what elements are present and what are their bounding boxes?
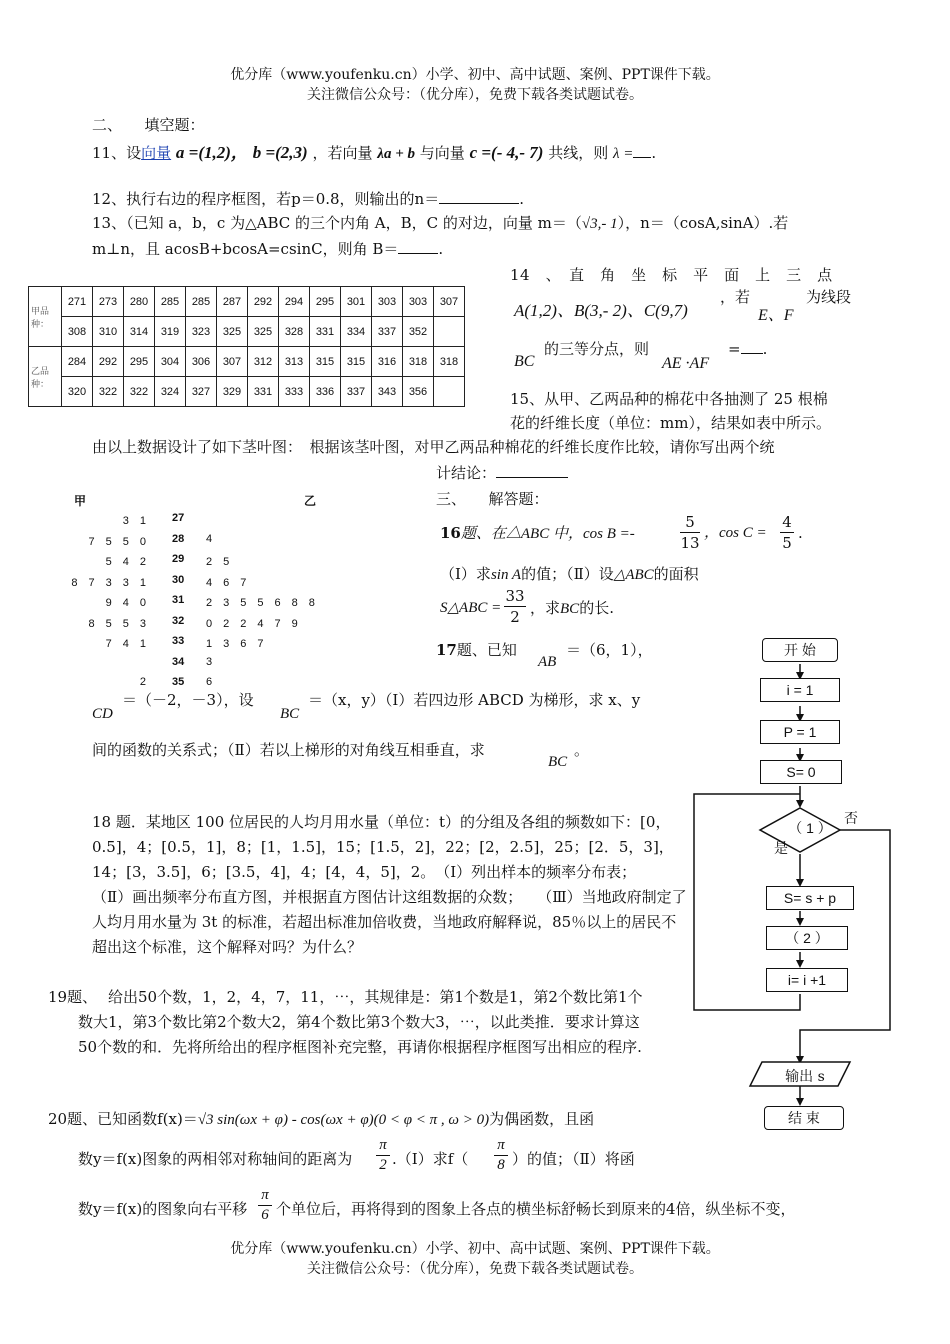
- table-cell: 285: [186, 287, 217, 317]
- q20-frac-pi6: [258, 1186, 272, 1225]
- q16-l3b: ，求: [530, 599, 561, 617]
- q12-text: 12、执行右边的程序框图，若p＝0.8，则输出的n＝: [92, 190, 440, 208]
- q20-pi-3: π: [258, 1186, 272, 1206]
- stem-row-stem: 32: [172, 614, 185, 627]
- section-2-title: 二、 填空题：: [92, 116, 205, 134]
- stem-row-left-leaves: 7 4 1: [105, 638, 146, 650]
- q20-frac-pi2: [376, 1136, 390, 1175]
- q17-t1: 题、已知: [456, 641, 517, 659]
- question-11: 11、设向量 a =(1,2)， b =(2,3) ，若向量 λa + b 与向量 c =(- 4,- 7) 共线，则 λ = .: [92, 143, 657, 162]
- stem-row-stem: 35: [172, 676, 185, 688]
- q11-end: 共线，则: [548, 144, 609, 162]
- q20-t2: 为偶函数，且函: [489, 1110, 595, 1128]
- question-19: [48, 985, 648, 1060]
- q16-line-3: [530, 596, 614, 621]
- q11-vector-link[interactable]: 向量: [141, 144, 172, 162]
- q11-mid: ，若向量: [312, 144, 373, 162]
- table-cell: 287: [217, 287, 248, 317]
- stem-row-left-leaves: 8 5 5 3: [88, 617, 146, 630]
- table-cell: 327: [186, 377, 217, 407]
- stem-row-right-leaves: 1 3 6 7: [206, 638, 264, 650]
- table-cell: 336: [310, 377, 341, 407]
- table-cell: 318: [403, 347, 434, 377]
- stem-row-left-leaves: 5 4 2: [105, 556, 146, 568]
- flow-step-2: （ 2 ）: [766, 926, 848, 950]
- stem-row-left-leaves: 9 4 0: [105, 597, 146, 609]
- q14-line-1: 14 、 直 角 坐 标 平 面 上 三 点: [510, 266, 833, 284]
- q17-num: 17: [436, 641, 457, 659]
- table-cell: 337: [341, 377, 372, 407]
- q16-frac-3: [504, 586, 526, 627]
- table-cell: 308: [62, 317, 93, 347]
- q20-pi-2: π: [494, 1136, 508, 1156]
- stem-row-right-leaves: 6: [206, 676, 213, 688]
- table-cell: 284: [62, 347, 93, 377]
- q11-combo: λa + b: [377, 146, 415, 162]
- q16-f2-num: 4: [780, 512, 794, 533]
- footer-line-2: 关注微信公众号：（优分库），免费下载各类试题试卷。: [307, 1261, 643, 1277]
- q17-end: 。: [574, 741, 590, 759]
- q12-answer-blank: [439, 203, 519, 204]
- q20-eight: 8: [497, 1157, 505, 1173]
- q15-line4: 计结论：: [436, 464, 497, 482]
- table-cell: 316: [372, 347, 403, 377]
- header-line-2: 关注微信公众号：（优分库），免费下载各类试题试卷。: [307, 87, 643, 103]
- flow-end: 结 束: [764, 1106, 844, 1130]
- q20-frac-pi8: [494, 1136, 508, 1175]
- table-cell: 303: [372, 287, 403, 317]
- stem-row-stem: 33: [172, 635, 185, 647]
- q14-ef-wrap: [758, 302, 794, 325]
- q20-line-1: [48, 1106, 594, 1133]
- table-cell: 333: [279, 377, 310, 407]
- stem-row-right-leaves: 0 2 2 4 7 9: [206, 617, 298, 630]
- q16-f3-den: 2: [510, 608, 520, 626]
- table-cell: 319: [155, 317, 186, 347]
- q11-vector-a: a =(1,2)，: [175, 143, 248, 162]
- table-cell: 310: [93, 317, 124, 347]
- q13-line1: 13、（已知 a，b，c 为△ABC 的三个内角 A，B，C 的对边，向量 m＝（: [92, 214, 582, 232]
- table-cell: 271: [62, 287, 93, 317]
- stem-row-stem: 31: [172, 594, 185, 606]
- q20-six: 6: [261, 1207, 269, 1223]
- q17-line-1a: [436, 638, 517, 662]
- table-cell: 322: [124, 377, 155, 407]
- table-cell: 325: [248, 317, 279, 347]
- q16-frac-1: [680, 512, 700, 553]
- table-cell: 315: [310, 347, 341, 377]
- table-cell: 285: [155, 287, 186, 317]
- q20-line-2c: ）的值；（Ⅱ）将函: [512, 1150, 635, 1168]
- table-cell-empty: [434, 377, 465, 407]
- flow-condition-1: （ 1 ）: [788, 820, 832, 836]
- table-cell: 312: [248, 347, 279, 377]
- table-cell: 331: [310, 317, 341, 347]
- stem-row-right-leaves: 2 5: [206, 556, 230, 568]
- q14-dot: AE ·AF: [662, 355, 710, 372]
- q20-line-3a: 数y＝f(x)的图象向右平移: [78, 1200, 248, 1218]
- fiber-length-table: [28, 286, 465, 407]
- q16-line-2: [440, 562, 699, 587]
- q15-line-4: [436, 460, 568, 486]
- question-13-line-1: [92, 210, 788, 237]
- table-cell: 295: [310, 287, 341, 317]
- q16-t3: .: [798, 524, 803, 542]
- q14-line-2: [514, 298, 688, 324]
- table-label-b: 乙品种：: [29, 347, 62, 407]
- stem-row-left-leaves: 3 1: [122, 515, 146, 527]
- q15-line-1: 15、从甲、乙两品种的棉花中各抽测了 25 根棉: [510, 390, 828, 408]
- stem-left-title: 甲: [74, 494, 87, 508]
- table-cell: 306: [186, 347, 217, 377]
- q16-frac-2: [780, 512, 794, 553]
- table-cell: 315: [341, 347, 372, 377]
- q20-t1: 20题、已知函数f(x)＝: [48, 1110, 198, 1128]
- q15-line-3: 由以上数据设计了如下茎叶图： 根据该茎叶图，对甲乙两品种棉花的纤维长度作比较，请你写出两个统: [92, 438, 775, 456]
- q16-f2-den: 5: [782, 534, 792, 552]
- table-cell: 295: [124, 347, 155, 377]
- q14-points: A(1,2)、B(3,- 2)、C(9,7): [514, 301, 688, 320]
- stem-row-right-leaves: 2 3 5 5 6 8 8: [206, 597, 315, 609]
- stem-row-stem: 28: [172, 532, 185, 545]
- question-13-line-2: [92, 236, 443, 262]
- q14-seg: 为线段: [806, 288, 852, 306]
- q14-bc-wrap: [514, 352, 534, 371]
- stem-right-title: 乙: [304, 494, 317, 508]
- table-cell: 273: [93, 287, 124, 317]
- table-cell: 303: [403, 287, 434, 317]
- stem-row-stem: 34: [172, 655, 185, 668]
- table-cell-empty: [434, 317, 465, 347]
- flow-increment: i= i +1: [766, 968, 848, 992]
- table-cell: 325: [217, 317, 248, 347]
- question-18: 18 题．某地区 100 位居民的人均月用水量（单位：t）的分组及各组的频数如下：[0，0.5]，4；[0.5，1]，8；[1，1.5]，15；[1.5，2]，22；[2，2.5]，25；[2．5，3]，14；[3，3.5]，6；[3.5，4]，4；[4，4，5]，2。 （Ⅰ）列出样本的频率分布表； （Ⅱ）画出频率分布直方图，并根据直方图估计这组数据的众数； （Ⅲ）当地政府制定了人均月用水量为 3t 的标准，若超出标准加倍收费，当地政府解释说，85％以上的居民不超出这个标准，这个解释对吗？为什么？: [92, 813, 687, 956]
- table-cell: 318: [434, 347, 465, 377]
- q16-t2: ，cos C =: [704, 525, 767, 541]
- q17-ab: AB: [538, 654, 557, 670]
- q15-answer-blank: [496, 477, 568, 478]
- table-cell: 320: [62, 377, 93, 407]
- table-cell: 292: [248, 287, 279, 317]
- q20-pi: π: [376, 1136, 390, 1156]
- q11-vector-c: c =(- 4,- 7): [469, 143, 544, 162]
- q16-tri: △ABC: [613, 567, 654, 583]
- q20-two: 2: [379, 1157, 387, 1173]
- table-cell: 301: [341, 287, 372, 317]
- q14-third: 的三等分点，则: [544, 340, 650, 358]
- q13-answer-blank: [398, 253, 438, 254]
- q16-num: 16: [440, 524, 461, 542]
- q16-l2a: （Ⅰ）求: [440, 565, 491, 583]
- flow-no-label: 否: [844, 811, 858, 827]
- q16-f3-num: 33: [505, 587, 525, 605]
- flow-start: 开 始: [762, 638, 838, 662]
- flow-yes-label: 是: [774, 841, 788, 857]
- q16-l2b: 的值；（Ⅱ）设: [521, 565, 614, 583]
- q11-vector-b: b =(2,3): [252, 143, 308, 162]
- q13-line1b: ），n＝（cosA,sinA）.若: [617, 214, 789, 232]
- q14-eq: =: [728, 340, 741, 358]
- table-cell: 329: [217, 377, 248, 407]
- q12-end: .: [519, 190, 524, 208]
- q11-mid2: 与向量: [419, 144, 465, 162]
- q14-dot-wrap: [662, 354, 709, 373]
- header-line-1: 优分库（www.youfenku.cn）小学、初中、高中试题、案例、PPT课件下载。: [230, 67, 720, 83]
- table-cell: 337: [372, 317, 403, 347]
- table-cell: 323: [186, 317, 217, 347]
- stem-row-stem: 29: [172, 553, 185, 565]
- q11-prefix: 11、设: [92, 144, 142, 162]
- q14-eq-wrap: = .: [728, 340, 768, 358]
- stem-row-left-leaves: 8 7 3 3 1: [71, 576, 146, 589]
- question-12: [92, 186, 524, 212]
- table-cell: 313: [279, 347, 310, 377]
- q11-lambda: λ =: [613, 146, 634, 162]
- stem-row-left-leaves: 7 5 5 0: [88, 535, 146, 548]
- q14-answer-blank: [741, 353, 763, 354]
- q17-bc2: BC: [548, 754, 568, 770]
- q16-l2c: 的面积: [653, 565, 699, 583]
- table-cell: 328: [279, 317, 310, 347]
- stem-row-right-leaves: 4 6 7: [206, 576, 247, 589]
- flow-output: 输出 s: [785, 1069, 825, 1085]
- q16-l3c: 的长.: [579, 599, 614, 617]
- q16-sinA: sin A: [490, 567, 522, 583]
- footer-line-1: 优分库（www.youfenku.cn）小学、初中、高中试题、案例、PPT课件下载。: [230, 1241, 720, 1257]
- table-cell: 280: [124, 287, 155, 317]
- table-cell: 292: [93, 347, 124, 377]
- q16-f1-den: 13: [680, 534, 700, 552]
- q11-answer-blank: [633, 157, 651, 158]
- table-cell: 304: [155, 347, 186, 377]
- q16-f1-num: 5: [680, 512, 700, 533]
- flow-init-p: P = 1: [760, 720, 840, 744]
- q16-t1: 题、在△ABC 中，cos B =-: [460, 526, 635, 542]
- stem-row-right-leaves: 3: [206, 655, 213, 668]
- table-cell: 334: [341, 317, 372, 347]
- q17-t2: ＝（6，1），: [566, 641, 653, 659]
- flowchart-connectors: [690, 630, 910, 1140]
- q13-end: .: [438, 240, 444, 258]
- stem-row-stem: 27: [172, 512, 185, 524]
- q15-line-2: 花的纤维长度（单位：mm），结果如表中所示。: [510, 414, 831, 432]
- q20-formula: √3 sin(ωx + φ) - cos(ωx + φ)(0 < φ < π , ω > 0): [197, 1112, 490, 1128]
- flow-accumulate: S= s + p: [766, 886, 854, 910]
- q14-bc: BC: [514, 353, 535, 370]
- q16-area: S△ABC =: [440, 600, 502, 616]
- table-cell: 322: [93, 377, 124, 407]
- table-cell: 294: [279, 287, 310, 317]
- section-3-title: 三、 解答题：: [436, 490, 549, 508]
- q13-sqrt: √3,- 1: [581, 216, 618, 232]
- table-cell: 343: [372, 377, 403, 407]
- table-cell: 356: [403, 377, 434, 407]
- q13-line2: m⊥n，且 acosB+bcosA=csinC，则角 B＝: [92, 240, 399, 258]
- q20-line-2b: .（Ⅰ）求f（: [392, 1150, 469, 1168]
- q20-line-3b: 个单位后，再将得到的图象上各点的横坐标舒畅长到原来的4倍，纵坐标不变，: [276, 1200, 796, 1218]
- q16-line-1: [440, 520, 635, 547]
- q19-text: 给出50个数，1，2，4，7，11，⋯，其规律是：第1个数是1，第2个数比第1个数大1，第3个数比第2个数大2，第4个数比第3个数大3，⋯，以此类推．要求计算这50个数的和．先将所给出的程序框图补充完整，再请你根据程序框图写出相应的程序.: [78, 988, 643, 1056]
- flow-init-s: S= 0: [760, 760, 842, 784]
- table-cell: 352: [403, 317, 434, 347]
- flow-init-i: i = 1: [760, 678, 840, 702]
- q14-ef: E、F: [758, 307, 794, 324]
- q17-line-2: 间的函数的关系式；（Ⅱ）若以上梯形的对角线互相垂直，求: [92, 741, 485, 759]
- q17-bc: BC: [280, 706, 300, 722]
- table-cell: 307: [217, 347, 248, 377]
- q17-t3: ＝（－2，－3），设: [122, 691, 254, 709]
- q16-bc: BC: [560, 601, 580, 617]
- stem-row-right-leaves: 4: [206, 532, 213, 545]
- stem-row-left-leaves: 2: [139, 676, 146, 688]
- table-cell: 307: [434, 287, 465, 317]
- q17-cd: CD: [92, 706, 113, 722]
- q14-ruo: ，若: [720, 288, 751, 306]
- q19-num: 19题、: [48, 988, 98, 1006]
- q20-line-2a: 数y＝f(x)图象的两相邻对称轴间的距离为: [78, 1150, 353, 1168]
- table-label-a: 甲品种：: [29, 287, 62, 347]
- table-cell: 331: [248, 377, 279, 407]
- table-cell: 314: [124, 317, 155, 347]
- stem-row-stem: 30: [172, 573, 185, 586]
- q17-t4: ＝（x，y）（Ⅰ）若四边形 ABCD 为梯形，求 x、y: [308, 691, 641, 709]
- table-cell: 324: [155, 377, 186, 407]
